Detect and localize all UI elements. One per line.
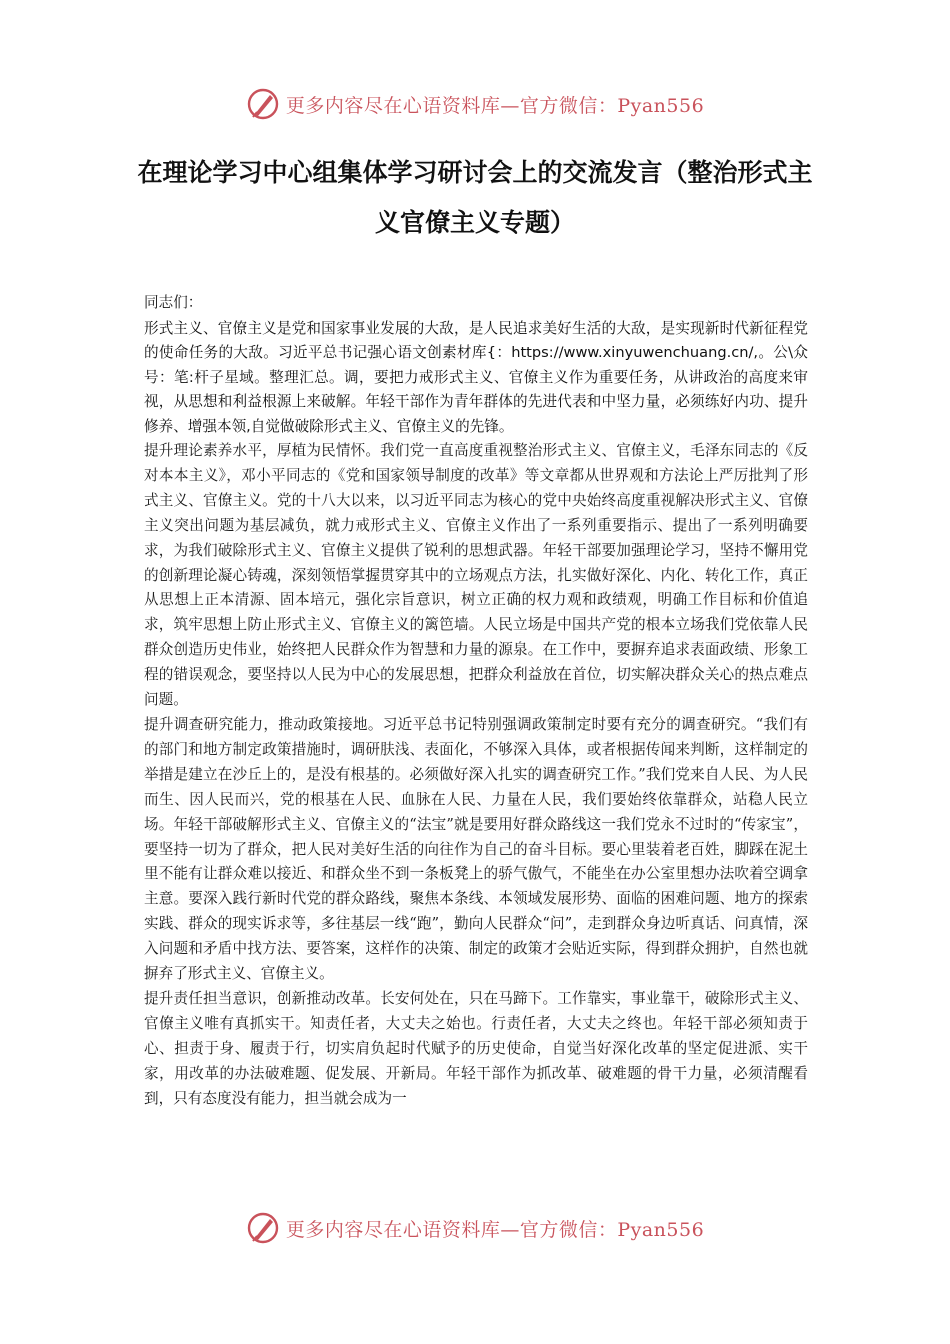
paragraph-responsibility: 提升责任担当意识，创新推动改革。长安何处在，只在马蹄下。工作靠实，事业靠干，破除形式主义、官僚主义唯有真抓实干。知责任者，大丈夫之始也。行责任者，大丈夫之终也。年轻干部必须知责于心、担责于身、履责于行，切实肩负起时代赋予的历史使命，自觉当好深化改革的坚定促进派、实干家，用改革的办法破难题、促发展、开新局。年轻干部作为抓改革、破难题的骨干力量，必须清醒看到，只有态度没有能力，担当就会成为一	[144, 989, 808, 1107]
watermark-header	[0, 84, 950, 124]
watermark-text: 更多内容尽在心语资料库—官方微信：Pyan556	[285, 1218, 705, 1241]
paragraph-theory: 提升理论素养水平，厚植为民情怀。我们党一直高度重视整治形式主义、官僚主义，毛泽东同志的《反对本本主义》，邓小平同志的《党和国家领导制度的改革》等文章都从世界观和方法论上严厉批判了形式主义、官僚主义。党的十八大以来，以习近平同志为核心的党中央始终高度重视解决形式主义、官僚主义突出问题为基层减负，就力戒形式主义、官僚主义作出了一系列重要指示、提出了一系列明确要求，为我们破除形式主义、官僚主义提供了锐利的思想武器。年轻干部要加强理论学习，坚持不懈用党的创新理论凝心铸魂，深刻领悟掌握贯穿其中的立场观点方法，扎实做好深化、内化、转化工作，真正从思想上正本清源、固本培元，强化宗旨意识，树立正确的权力观和政绩观，明确工作目标和价值追求，筑牢思想上防止形式主义、官僚主义的篱笆墙。人民立场是中国共产党的根本立场我们党依靠人民群众创造历史伟业，始终把人民群众作为智慧和力量的源泉。在工作中，要摒弃追求表面政绩、形象工程的错误观念，要坚持以人民为中心的发展思想，把群众利益放在首位，切实解决群众关心的热点难点问题。	[144, 442, 808, 709]
document-body	[144, 292, 808, 1112]
paragraph-research: 提升调查研究能力，推动政策接地。习近平总书记特别强调政策制定时要有充分的调查研究。“我们有的部门和地方制定政策措施时，调研肤浅、表面化，不够深入具体，或者根据传闻来判断，这样制定的举措是建立在沙丘上的，是没有根基的。必须做好深入扎实的调查研究工作。”我们党来自人民、为人民而生、因人民而兴，党的根基在人民、血脉在人民、力量在人民，我们要始终依靠群众，站稳人民立场。年轻干部破解形式主义、官僚主义的“法宝”就是要用好群众路线这一我们党永不过时的“传家宝”，要坚持一切为了群众，把人民对美好生活的向往作为自己的奋斗目标。要心里装着老百姓，脚踩在泥土里不能有让群众难以接近、和群众坐不到一条板凳上的骄气傲气，不能坐在办公室里想办法吹着空调拿主意。要深入践行新时代党的群众路线，聚焦本条线、本领域发展形势、面临的困难问题、地方的探索实践、群众的现实诉求等，多往基层一线“跑”，勤向人民群众“问”，走到群众身边听真话、问真情，深入问题和矛盾中找方法、要答案，这样作的决策、制定的政策才会贴近实际，得到群众拥护，自然也就摒弃了形式主义、官僚主义。	[144, 716, 808, 983]
document-title: 在理论学习中心组集体学习研讨会上的交流发言（整治形式主义官僚主义专题）	[137, 158, 813, 237]
salutation: 同志们：	[144, 294, 203, 311]
paragraph-intro: 形式主义、官僚主义是党和国家事业发展的大敌，是人民追求美好生活的大敌，是实现新时代新征程党的使命任务的大敌。习近平总书记强心语文创素材库{：https://www.xinyuwenchuang.cn/,。公\众号：笔:杆子星域。整理汇总。调，要把力戒形式主义、官僚主义作为重要任务，从讲政治的高度来审视，从思想和利益根源上来破解。年轻干部作为青年群体的先进代表和中坚力量，必须练好内功、提升修养、增强本领,自觉做破除形式主义、官僚主义的先锋。	[144, 320, 808, 435]
watermark-text: 更多内容尽在心语资料库—官方微信：Pyan556	[285, 94, 705, 117]
watermark-footer	[0, 1208, 950, 1248]
quill-pen-seal-icon	[246, 1211, 280, 1245]
quill-pen-seal-icon	[246, 87, 280, 121]
